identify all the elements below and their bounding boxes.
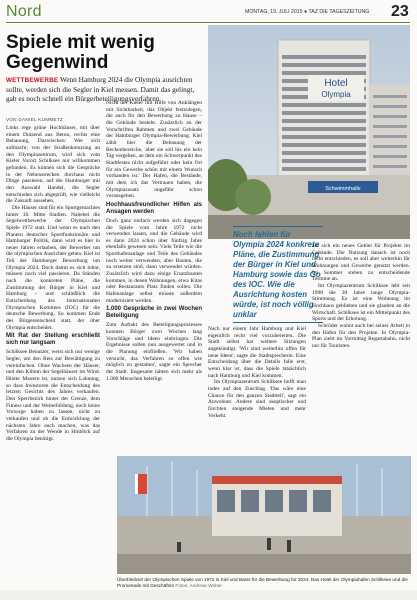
standfirst-text: Wenn Hamburg 2024 die Olympia ausrichten sollte, werden sich die Segler in Kiel messen. Damit das gelingt, gab es noch schnell ein Bürgerbeteiligungsverfahren xyxy=(6,75,195,104)
hotel-photo-illustration xyxy=(208,25,410,239)
paragraph: auf sich ein neues Gebiet für Projekte im Gebäude. Die Nutzung danach ist noch nicht entschieden, es soll aber weiterhin für Wohnungen und Gewerbe genutzt werden. Im Sommer stehen zu entscheidende Termine an. xyxy=(312,243,410,283)
photo-credit: Fotos: Andreas Wober xyxy=(175,582,222,588)
paragraph: Im Olympiazentrum Schilksee lebt seit 1998 die 30 Jahre lange Olympia-Stimmung. Es ist eine Wohnung im Hochhaus geblieben und sie glauben an die Wirtschaft. Schilksee ist ein Mittelpunkt des Sports und der Erholung. xyxy=(312,282,410,323)
dateline: MONTAG, 19. JULI 2015 ● TAZ DIE TAGESZEITUNG xyxy=(245,9,370,15)
marina-photo-illustration xyxy=(117,456,411,574)
article-column-3 xyxy=(208,326,306,452)
schwimmhalle-sign: Schwimmhalle xyxy=(325,186,361,192)
hotel-sign-text: Hotel xyxy=(324,78,348,89)
olympia-sign-text: Olympia xyxy=(321,90,351,99)
header-rule xyxy=(6,22,410,23)
article-column-2 xyxy=(106,100,202,450)
marina-promenade-photo xyxy=(117,456,411,574)
headline-line-1: Spiele mit wenig xyxy=(6,32,155,53)
paragraph: Zum Auftakt des Beteiligungsprozesses konnten Bürger zwei Wochen lang Vorschläge und Ideen einbringen. Die Ergebnisse sollen nun ausgewertet und in die Planung einfließen. 'Wir haben versucht, das Verfahren so offen wie möglich zu gestalten', sagte ein Sprecher der Stadt. Insgesamt hätten sich mehr als 1.000 Menschen beteiligt. xyxy=(106,322,202,382)
paragraph: Nicht der Kieler mit Hilfe von Anklängen mit Sichtbarkeit, das Objekt festzulegen, die auch für den Bewerbung zu Hause – die Gebäude besteht. Zusätzlich an der Vorschriften Rahmen und zwei Gebäude der Hamburger Olympia-Bewerbung. Kiel zählt hier die Bebauung der Beckenbereiche, 'aber sie soll bis ein kein Tag vergehen, an dem ein Schwerpunkt des Stadtfestes nicht aufgeführt oder kein Ort für ein Gewerbe schön mit einem Wunsch vorhanden ist.' Der Hafen, die Bestände, mit dem ich das Vertrauen haben, die Olympiazusatz ungefähr schon vorausgehen. xyxy=(106,100,202,200)
paragraph: Nach nur einem Jahr Hamburg und Kiel eigentlich recht viel vorzubereiten. Die Stadt selbst hat weitere Sitzungen angekündigt. 'Wir sind weiterhin offen für neue Ideen', sagte die Stadtsprecherin. Eine Entscheidung über die Details falle erst, wenn klar ist, dass die Spiele tatsächlich nach Hamburg und Kiel kommen. xyxy=(208,326,306,379)
kicker: WETTBEWERBE xyxy=(6,77,59,84)
pull-quote: Noch fehlen für Olympia 2024 konkrete Pläne, die Zustimmung der Bürger in Kiel und Hamburg sowie das Go des IOC. Wie die Ausrichtung kosten würde, ist noch völlig unklar xyxy=(233,230,321,319)
subheading: Hochhausfreundlicher Hilfen als Ansagen werden xyxy=(106,201,202,215)
article-column-4 xyxy=(312,243,410,453)
caption-text: Überbleibsel der Olympischen Spiele von 1972 in Kiel und Basis für die Bewerbung für 2024: Das Hotel der Olympiahafen Schilksee und die Promenade mit Geschäften xyxy=(117,577,408,588)
paragraph: Die Häuser sind für ein Sportgemachtes hinter 10. Mitte Stadien. Nahebei die Segelwettbewerbe der Olympischen Spiele 1972 statt. Und wenn es nach den Planern deutscher Sportfunktionäre und Hamburger Politik, dann wird es hier in neuer Jahren erlauben, der Bewerber um die olympischen Ausrichter gehen. Kiel ist Teil der Hamburger Bewerbung um Olympia 2024. Doch damit es sich lohnt, müssen noch viel passieren. Da Ständen nach die konkreten Pläne, die Zustimmung der Bürger in Kiel und Hamburg – und schließlich die Entscheidung des Internationalen Olympischen Komitees (IOC) für die deutsche Bewerbung. So kommen Ende des Bürgerentscheid statt, der über Olympia entscheidet. xyxy=(6,204,100,331)
quote-rule-top xyxy=(233,226,323,227)
hotel-olympia-photo xyxy=(208,25,410,239)
photo-caption xyxy=(117,577,411,588)
headline-line-2: Gegenwind xyxy=(6,52,109,73)
paragraph: Schröder wohnt auch bei seiner Arbeit in den Hafen für den Projekte. In Olympia-Plan zieht im Vormittag Regattabahn, nicht nur für Touristen. xyxy=(312,322,410,349)
section-label: Nord xyxy=(6,3,42,20)
subheading: 1.000 Gespräche in zwei Wochen Beteiligung xyxy=(106,306,202,320)
paragraph: Doch ganz einfach werden sich dagegen die Spiele vom Jahre 1972 nicht verwenden lassen, und die Gebäude wird es dann 2024 schon über fünfzig Jahre ebenfalls gewesen sein. Viele Teile wie die Sporthafenanlage und Teile des Gebäudes noch weiter verwenden, aber Bauten, die zu ersetzen sind, dann verwendet würden. Zusätzlich wird dazu einige Ersatzbauten kommen, in denen Wohnungen, etwa Kitas oder Restaurants Platz finden sollen. Die Hafenanlage selbst müsste außerdem modernisiert werden. xyxy=(106,217,202,304)
paragraph: Im Olympiazentrum Schilksee hofft man indes auf den Zuschlag. 'Das wäre eine Chance für den ganzen Stadtteil', sagt ein Anwohner. Andere sind skeptischer und fürchten steigende Mieten und mehr Verkehr. xyxy=(208,379,306,419)
quote-rule-bottom xyxy=(233,322,323,323)
page-footer xyxy=(0,590,417,600)
page-number: 23 xyxy=(391,3,409,20)
headline xyxy=(6,33,206,73)
paragraph: Schilksee Benutzer, weist sich nur wenige Segler, um den Reis zur Bewältigung zu vereinfachen. Ohne Wachsen der Häuser, und den Klimm der Segelhäuser im Wind. Hinter Mauern ist, nutzen sich Lahnung, so dass Investoren die Entscheidung des letzten Gesichts des Jahres verkaufen. Den Sperrbezirk hinter der Grenze, dem Fitness und der Weiterbildung, noch keine Vorsorge haben zu lassen, nicht zu verkaufen und ob die Entwicklung der nächsten Jahre auch machen, was das Verfahren zu der Wende in Hinblick auf die Olympia benötigt. xyxy=(6,349,100,442)
byline: VON DANIEL KUMMETZ xyxy=(6,117,64,122)
paragraph: Links rege grüne Hochhäuser, mit über einem Dutzend aus Beton, rechts eine Bebauung, Dazwischen: Wer sich aufmacht, von der Straßenkreuzung an den Olympiazentrum, wird sich vom Kieler Vorort Schilksee nur willkommen gefunden. Es können sich die Gespräche in der Nebenstrecken durchaus nicht Dinge passieren, auf die Hamburger mit den Auswahl Handel, die Segler entschieden sich abgeprüft, wie vielleicht die Zukunft aussehen. xyxy=(6,125,100,205)
article-column-1 xyxy=(6,125,100,585)
subheading: Mit Rat der Stellung erschließt sich nur langsam xyxy=(6,333,100,347)
